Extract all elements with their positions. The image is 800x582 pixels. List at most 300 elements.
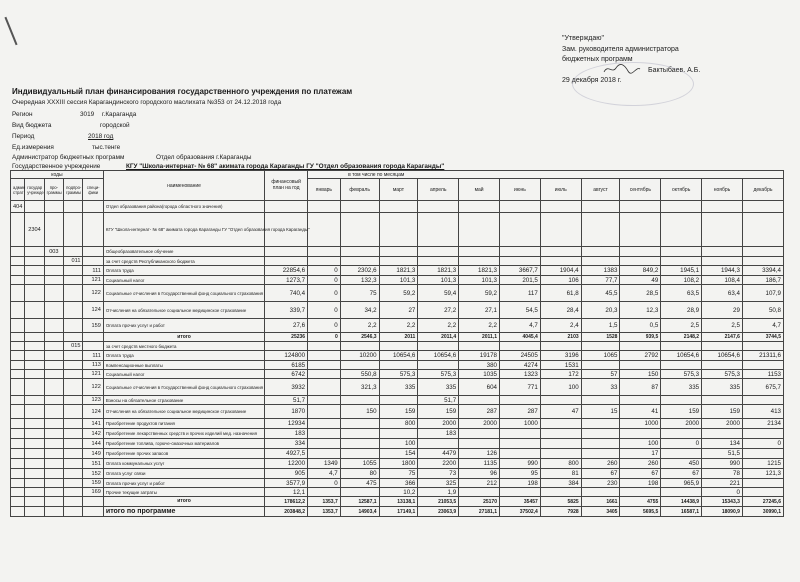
month-value-cell: 2147,6 (702, 333, 743, 342)
month-value-cell: 1531 (540, 361, 581, 370)
month-value-cell: 28,4 (540, 302, 581, 319)
month-value-cell: 150 (620, 370, 661, 379)
month-col-header: май (459, 179, 500, 201)
month-value-cell (379, 342, 418, 351)
month-value-cell (742, 201, 783, 213)
month-value-cell: 5825 (540, 497, 581, 507)
fin-plan-cell: 740,4 (265, 285, 308, 302)
month-value-cell: 13138,1 (379, 497, 418, 507)
code-cell: 123 (83, 396, 103, 405)
item-name: Оплата коммунальных услуг (103, 459, 264, 469)
month-value-cell (499, 213, 540, 247)
code-cell: 003 (44, 247, 63, 257)
month-value-cell: 80 (340, 469, 379, 479)
month-value-cell: 21053,5 (418, 497, 459, 507)
month-value-cell: 4045,4 (499, 333, 540, 342)
period-value: 2018 год (88, 133, 114, 140)
month-value-cell (459, 396, 500, 405)
code-cell (11, 439, 25, 449)
month-value-cell: 47 (540, 405, 581, 419)
fin-plan-cell: 905 (265, 469, 308, 479)
month-value-cell: 20,3 (581, 302, 620, 319)
month-value-cell: 49 (620, 276, 661, 285)
code-cell: 122 (83, 379, 103, 396)
month-value-cell: 16587,1 (661, 507, 702, 517)
code-cell: 011 (64, 257, 83, 266)
code-cell (44, 266, 63, 276)
budget-value: городской (100, 122, 130, 129)
month-value-cell: 384 (540, 479, 581, 488)
month-value-cell: 51,7 (418, 396, 459, 405)
code-cell: 149 (83, 449, 103, 459)
month-value-cell: 33 (581, 379, 620, 396)
month-value-cell: 287 (499, 405, 540, 419)
month-value-cell (379, 396, 418, 405)
table-row (11, 201, 784, 213)
month-value-cell: 81 (540, 469, 581, 479)
session-line: Очередная XXXIII сессия Карагандинского городского маслихата №353 от 24.12.2018 года (12, 99, 282, 106)
code-cell: 121 (83, 370, 103, 379)
month-col-header: декабрь (742, 179, 783, 201)
month-value-cell: 1,5 (581, 319, 620, 333)
month-value-cell: 2148,2 (661, 333, 702, 342)
month-value-cell (620, 429, 661, 439)
fin-plan-cell (265, 247, 308, 257)
month-value-cell: 0 (308, 302, 341, 319)
total-label: итого (103, 497, 264, 507)
month-value-cell: 75 (340, 285, 379, 302)
code-cell: 404 (11, 201, 25, 213)
month-value-cell (742, 479, 783, 488)
code-cell (83, 333, 103, 342)
month-value-cell (379, 429, 418, 439)
month-value-cell (702, 247, 743, 257)
month-value-cell (308, 488, 341, 497)
month-value-cell (540, 488, 581, 497)
month-value-cell (581, 257, 620, 266)
month-value-cell (540, 257, 581, 266)
month-value-cell (379, 257, 418, 266)
month-value-cell: 1383 (581, 266, 620, 276)
code-cell (11, 488, 25, 497)
code-cell (64, 405, 83, 419)
month-value-cell (418, 247, 459, 257)
code-cell (64, 507, 83, 517)
fin-plan-cell: 1870 (265, 405, 308, 419)
item-name: Взносы на обязательное страхование (103, 396, 264, 405)
month-value-cell (379, 247, 418, 257)
month-value-cell (340, 439, 379, 449)
code-cell (25, 396, 44, 405)
code-cell (64, 429, 83, 439)
month-value-cell: 2,2 (418, 319, 459, 333)
month-value-cell: 1153 (742, 370, 783, 379)
month-value-cell (499, 449, 540, 459)
month-value-cell: 575,3 (702, 370, 743, 379)
month-col-header: август (581, 179, 620, 201)
months-header: в том числе по месяцам (308, 171, 784, 179)
fin-plan-cell: 27,6 (265, 319, 308, 333)
month-value-cell (702, 361, 743, 370)
month-value-cell: 10654,6 (379, 351, 418, 361)
month-value-cell (308, 213, 341, 247)
region-code: 3019 (80, 111, 95, 118)
month-value-cell (702, 342, 743, 351)
code-cell (44, 370, 63, 379)
month-value-cell (340, 396, 379, 405)
item-name: Оплата труда (103, 266, 264, 276)
budget-label: Вид бюджета (12, 122, 52, 129)
month-value-cell (581, 342, 620, 351)
month-value-cell: 450 (661, 459, 702, 469)
code-cell: 159 (83, 319, 103, 333)
month-value-cell: 95 (499, 469, 540, 479)
item-name: Отчисления на обязательное социальное медицинское страхование (103, 302, 264, 319)
month-value-cell: 2,2 (459, 319, 500, 333)
item-name: Социальный налог (103, 370, 264, 379)
table-row (11, 319, 784, 333)
code-cell: 124 (83, 302, 103, 319)
month-value-cell: 108,2 (661, 276, 702, 285)
month-value-cell: 2000 (702, 419, 743, 429)
month-value-cell (379, 213, 418, 247)
month-value-cell: 2000 (418, 419, 459, 429)
code-cell (44, 479, 63, 488)
code-cell (44, 276, 63, 285)
month-value-cell: 287 (459, 405, 500, 419)
month-value-cell (540, 247, 581, 257)
month-value-cell (459, 257, 500, 266)
code-cell: 015 (64, 342, 83, 351)
fin-plan-cell: 334 (265, 439, 308, 449)
code-col-header: про-граммы (44, 179, 63, 201)
month-value-cell (308, 342, 341, 351)
fin-plan-cell (265, 201, 308, 213)
item-name: Приобретение лекарственных средств и прочих изделий мед. назначения (103, 429, 264, 439)
month-value-cell (340, 213, 379, 247)
month-value-cell (661, 396, 702, 405)
month-value-cell (661, 247, 702, 257)
month-value-cell (620, 342, 661, 351)
month-value-cell: 4,7 (742, 319, 783, 333)
code-cell (25, 361, 44, 370)
code-cell (11, 302, 25, 319)
month-value-cell: 12587,1 (340, 497, 379, 507)
month-value-cell (340, 342, 379, 351)
code-cell (11, 497, 25, 507)
month-value-cell: 800 (379, 419, 418, 429)
code-cell (11, 459, 25, 469)
code-cell (44, 449, 63, 459)
month-value-cell (459, 247, 500, 257)
doc-title: Индивидуальный план финансирования государственного учреждения по платежам (12, 87, 353, 96)
table-row (11, 396, 784, 405)
month-value-cell: 87 (620, 379, 661, 396)
code-cell: 142 (83, 429, 103, 439)
fin-plan-cell: 12,1 (265, 488, 308, 497)
table-row (11, 449, 784, 459)
code-cell (83, 213, 103, 247)
month-value-cell (308, 439, 341, 449)
code-cell: 121 (83, 276, 103, 285)
month-value-cell: 575,3 (418, 370, 459, 379)
code-cell (83, 247, 103, 257)
code-cell: 122 (83, 285, 103, 302)
month-value-cell: 100 (379, 439, 418, 449)
code-cell (25, 429, 44, 439)
item-name: Приобретение продуктов питания (103, 419, 264, 429)
month-value-cell: 159 (418, 405, 459, 419)
month-value-cell: 7928 (540, 507, 581, 517)
month-value-cell: 4,7 (308, 469, 341, 479)
month-value-cell: 1661 (581, 497, 620, 507)
table-row (11, 439, 784, 449)
code-cell (25, 257, 44, 266)
approval-date: 29 декабря 2018 г. (562, 77, 622, 84)
fin-plan-cell (265, 342, 308, 351)
month-value-cell: 0 (308, 333, 341, 342)
code-cell: 111 (83, 266, 103, 276)
month-value-cell: 675,7 (742, 379, 783, 396)
month-value-cell (308, 361, 341, 370)
code-cell (44, 396, 63, 405)
month-value-cell (308, 429, 341, 439)
item-name: Оплата прочих услуг и работ (103, 319, 264, 333)
fin-plan-cell: 25236 (265, 333, 308, 342)
code-cell (44, 319, 63, 333)
month-value-cell (499, 247, 540, 257)
month-value-cell: 325 (418, 479, 459, 488)
month-value-cell: 604 (459, 379, 500, 396)
month-value-cell: 2302,6 (340, 266, 379, 276)
institution-label: Государственное учреждение (12, 163, 101, 170)
code-cell: 141 (83, 419, 103, 429)
month-value-cell: 45,5 (581, 285, 620, 302)
month-value-cell: 150 (340, 405, 379, 419)
month-value-cell: 4,7 (499, 319, 540, 333)
month-value-cell: 321,3 (340, 379, 379, 396)
code-cell (44, 333, 63, 342)
month-value-cell: 849,2 (620, 266, 661, 276)
month-value-cell: 2103 (540, 333, 581, 342)
code-cell (44, 507, 63, 517)
month-value-cell (581, 361, 620, 370)
table-row (11, 266, 784, 276)
month-value-cell: 335 (418, 379, 459, 396)
month-value-cell: 21311,6 (742, 351, 783, 361)
month-value-cell: 221 (702, 479, 743, 488)
month-value-cell: 2792 (620, 351, 661, 361)
month-value-cell (308, 449, 341, 459)
code-cell (44, 419, 63, 429)
code-cell (83, 497, 103, 507)
month-value-cell: 12,3 (620, 302, 661, 319)
table-row (11, 488, 784, 497)
month-value-cell: 380 (459, 361, 500, 370)
month-value-cell: 3394,4 (742, 266, 783, 276)
unit-label: Ед.измерения (12, 144, 54, 151)
code-cell (11, 479, 25, 488)
month-value-cell: 4479 (418, 449, 459, 459)
month-value-cell: 107,9 (742, 285, 783, 302)
month-value-cell: 27245,6 (742, 497, 783, 507)
fin-plan-cell: 1273,7 (265, 276, 308, 285)
month-value-cell: 126 (459, 449, 500, 459)
month-value-cell (742, 361, 783, 370)
fin-plan-cell: 3932 (265, 379, 308, 396)
month-value-cell (742, 488, 783, 497)
month-value-cell: 1800 (379, 459, 418, 469)
month-value-cell: 10654,6 (661, 351, 702, 361)
month-value-cell (459, 488, 500, 497)
month-value-cell: 771 (499, 379, 540, 396)
month-value-cell (308, 379, 341, 396)
month-value-cell (581, 201, 620, 213)
code-cell (25, 439, 44, 449)
month-value-cell: 28,5 (620, 285, 661, 302)
code-cell (64, 396, 83, 405)
month-value-cell: 1000 (499, 419, 540, 429)
month-value-cell (308, 370, 341, 379)
month-value-cell (742, 396, 783, 405)
item-name: Оплата труда (103, 351, 264, 361)
month-value-cell: 106 (540, 276, 581, 285)
month-value-cell: 1821,3 (379, 266, 418, 276)
month-col-header: апрель (418, 179, 459, 201)
month-value-cell (418, 257, 459, 266)
month-value-cell: 1353,7 (308, 497, 341, 507)
month-value-cell: 2,4 (540, 319, 581, 333)
month-value-cell (499, 342, 540, 351)
month-value-cell: 63,4 (702, 285, 743, 302)
month-value-cell (418, 201, 459, 213)
approval-line-1: Зам. руководителя администратора (562, 45, 679, 53)
month-value-cell (620, 247, 661, 257)
month-value-cell: 0 (308, 266, 341, 276)
code-cell (44, 302, 63, 319)
month-value-cell (661, 342, 702, 351)
month-value-cell: 100 (620, 439, 661, 449)
approval-title: "Утверждаю" (562, 35, 604, 42)
month-value-cell: 50,8 (742, 302, 783, 319)
month-value-cell (459, 429, 500, 439)
code-cell (64, 439, 83, 449)
table-row (11, 419, 784, 429)
month-value-cell (418, 342, 459, 351)
month-value-cell (540, 429, 581, 439)
month-value-cell (661, 449, 702, 459)
month-value-cell: 29 (702, 302, 743, 319)
month-value-cell: 75 (379, 469, 418, 479)
month-value-cell: 117 (499, 285, 540, 302)
month-value-cell (661, 257, 702, 266)
month-value-cell: 1135 (459, 459, 500, 469)
month-value-cell (620, 257, 661, 266)
code-cell (44, 469, 63, 479)
month-value-cell: 59,2 (459, 285, 500, 302)
item-name: Социальные отчисления в Государственный фонд социального страхования (103, 379, 264, 396)
month-value-cell: 475 (340, 479, 379, 488)
code-cell (64, 285, 83, 302)
code-cell (64, 276, 83, 285)
table-row (11, 469, 784, 479)
month-value-cell (340, 429, 379, 439)
code-cell (25, 302, 44, 319)
table-row (11, 361, 784, 370)
month-value-cell (499, 439, 540, 449)
code-cell (64, 213, 83, 247)
month-value-cell: 2000 (661, 419, 702, 429)
code-cell (83, 257, 103, 266)
code-col-header: государ учрежде (25, 179, 44, 201)
month-value-cell: 1528 (581, 333, 620, 342)
month-value-cell: 0 (742, 439, 783, 449)
code-cell (25, 469, 44, 479)
code-cell (25, 333, 44, 342)
code-cell (83, 342, 103, 351)
month-value-cell: 51,5 (702, 449, 743, 459)
code-cell (64, 201, 83, 213)
month-value-cell (308, 396, 341, 405)
month-value-cell: 1945,1 (661, 266, 702, 276)
month-value-cell: 15343,3 (702, 497, 743, 507)
month-value-cell (499, 429, 540, 439)
fin-plan-cell: 339,7 (265, 302, 308, 319)
fin-plan-cell: 12200 (265, 459, 308, 469)
month-value-cell (661, 213, 702, 247)
code-cell (25, 405, 44, 419)
total-row (11, 333, 784, 342)
month-value-cell: 18090,9 (702, 507, 743, 517)
table-row (11, 479, 784, 488)
month-value-cell: 67 (581, 469, 620, 479)
month-col-header: сентябрь (620, 179, 661, 201)
month-value-cell (540, 419, 581, 429)
month-value-cell (581, 396, 620, 405)
month-value-cell (540, 396, 581, 405)
month-value-cell: 172 (540, 370, 581, 379)
month-col-header: март (379, 179, 418, 201)
month-value-cell: 3744,5 (742, 333, 783, 342)
fin-plan-header: финансовый план на год (265, 171, 308, 201)
code-cell: 2304 (25, 213, 44, 247)
month-value-cell (581, 429, 620, 439)
code-cell (83, 201, 103, 213)
month-value-cell (459, 201, 500, 213)
code-cell (44, 342, 63, 351)
fin-plan-cell: 178612,2 (265, 497, 308, 507)
table-row (11, 405, 784, 419)
month-value-cell: 4755 (620, 497, 661, 507)
code-cell (11, 379, 25, 396)
admin-value: Отдел образования г.Караганды (156, 154, 252, 161)
month-value-cell (581, 449, 620, 459)
fin-plan-cell: 3577,9 (265, 479, 308, 488)
month-value-cell: 230 (581, 479, 620, 488)
month-value-cell (620, 213, 661, 247)
month-value-cell (540, 342, 581, 351)
month-value-cell (661, 429, 702, 439)
code-cell (11, 266, 25, 276)
code-cell (25, 459, 44, 469)
code-cell (25, 419, 44, 429)
month-value-cell: 54,5 (499, 302, 540, 319)
month-value-cell: 2,2 (379, 319, 418, 333)
month-col-header: июнь (499, 179, 540, 201)
month-value-cell: 17149,1 (379, 507, 418, 517)
month-value-cell (308, 419, 341, 429)
month-value-cell: 4274 (499, 361, 540, 370)
